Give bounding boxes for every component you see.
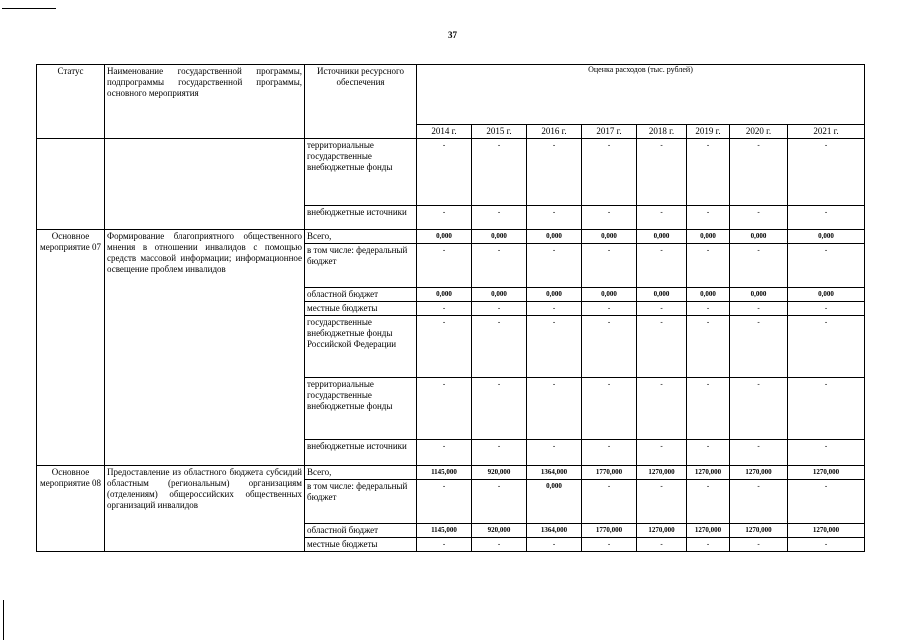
value-cell: 1364,000 [527,466,582,480]
value-cell: 1770,000 [582,466,637,480]
value-cell: - [417,139,472,206]
value-cell: - [730,378,788,440]
value-cell: - [472,480,527,524]
source-cell: местные бюджеты [305,302,417,316]
value-cell: - [730,440,788,466]
value-cell: 1270,000 [788,466,865,480]
value-cell: - [687,302,730,316]
value-cell: - [788,244,865,288]
source-cell: территориальные государственные внебюджетные фонды [305,378,417,440]
value-cell: 0,000 [472,230,527,244]
value-cell: - [582,440,637,466]
value-cell: - [472,538,527,552]
value-cell: - [472,316,527,378]
value-cell: 920,000 [472,466,527,480]
value-cell: - [417,378,472,440]
value-cell: - [582,316,637,378]
value-cell: - [417,480,472,524]
value-cell: - [527,440,582,466]
value-cell: - [730,139,788,206]
value-cell: - [687,316,730,378]
value-cell: - [472,244,527,288]
value-cell: - [582,244,637,288]
value-cell: 1270,000 [730,466,788,480]
header-rule [2,8,56,9]
value-cell: - [637,139,687,206]
value-cell: - [527,302,582,316]
status-cell [37,139,105,230]
value-cell: 0,000 [527,480,582,524]
value-cell: - [788,480,865,524]
value-cell: - [687,244,730,288]
source-cell: Всего, [305,466,417,480]
value-cell: 0,000 [527,230,582,244]
value-cell: - [527,316,582,378]
value-cell: 0,000 [687,288,730,302]
status-cell: Основное мероприятие 07 [37,230,105,466]
name-cell: Формирование благоприятного общественного мнения в отношении инвалидов с помощью средств массовой информации; информационное освещение проблем инвалидов [105,230,305,466]
margin-rule [3,600,4,640]
value-cell: 0,000 [788,288,865,302]
value-cell: - [788,206,865,230]
value-cell: - [730,538,788,552]
value-cell: 0,000 [417,230,472,244]
value-cell: 1145,000 [417,524,472,538]
value-cell: - [637,480,687,524]
value-cell: - [687,378,730,440]
year-header: 2015 г. [472,125,527,139]
source-cell: местные бюджеты [305,538,417,552]
value-cell: 0,000 [527,288,582,302]
source-cell: внебюджетные источники [305,206,417,230]
value-cell: - [687,206,730,230]
table-row [37,466,865,480]
value-cell: - [687,538,730,552]
value-cell: 0,000 [582,230,637,244]
value-cell: - [788,440,865,466]
value-cell: 0,000 [687,230,730,244]
value-cell: - [472,378,527,440]
value-cell: - [527,206,582,230]
source-cell: областной бюджет [305,524,417,538]
year-header: 2019 г. [687,125,730,139]
value-cell: 0,000 [788,230,865,244]
value-cell: 0,000 [637,288,687,302]
value-cell: 1270,000 [687,466,730,480]
value-cell: 1270,000 [687,524,730,538]
estimate-header: Оценка расходов (тыс. рублей) [417,65,865,125]
value-cell: - [417,538,472,552]
value-cell: 0,000 [730,288,788,302]
value-cell: - [472,440,527,466]
value-cell: - [582,480,637,524]
value-cell: - [527,244,582,288]
value-cell: - [417,244,472,288]
source-cell: областной бюджет [305,288,417,302]
source-cell: внебюджетные источники [305,440,417,466]
value-cell: - [788,378,865,440]
header-row [37,65,865,125]
value-cell: - [637,538,687,552]
value-cell: 1364,000 [527,524,582,538]
source-cell: в том числе: федеральный бюджет [305,480,417,524]
year-header: 2016 г. [527,125,582,139]
value-cell: 1770,000 [582,524,637,538]
year-header: 2017 г. [582,125,637,139]
value-cell: - [788,538,865,552]
value-cell: - [527,139,582,206]
page-number: 37 [448,30,457,40]
value-cell: 1145,000 [417,466,472,480]
table-row [37,230,865,244]
value-cell: - [788,302,865,316]
value-cell: - [637,244,687,288]
value-cell: - [472,302,527,316]
table-row [37,139,865,206]
source-cell: государственные внебюджетные фонды Российской Федерации [305,316,417,378]
year-header: 2020 г. [730,125,788,139]
value-cell: - [637,316,687,378]
value-cell: - [582,378,637,440]
value-cell: - [582,139,637,206]
value-cell: 0,000 [637,230,687,244]
year-header: 2014 г. [417,125,472,139]
name-cell: Предоставление из областного бюджета субсидий областным (региональным) организациям (отделениям) общероссийских общественных организаций инвалидов [105,466,305,552]
value-cell: - [472,139,527,206]
value-cell: - [730,302,788,316]
name-cell [105,139,305,230]
value-cell: 1270,000 [788,524,865,538]
value-cell: 0,000 [417,288,472,302]
value-cell: - [637,440,687,466]
value-cell: - [527,378,582,440]
expenditure-table [36,64,865,552]
value-cell: 920,000 [472,524,527,538]
value-cell: - [582,206,637,230]
value-cell: 1270,000 [637,466,687,480]
value-cell: - [417,316,472,378]
value-cell: 1270,000 [730,524,788,538]
value-cell: - [730,206,788,230]
value-cell: - [527,538,582,552]
value-cell: - [730,244,788,288]
status-cell: Основное мероприятие 08 [37,466,105,552]
value-cell: 0,000 [582,288,637,302]
value-cell: - [687,440,730,466]
value-cell: - [472,206,527,230]
value-cell: - [730,480,788,524]
value-cell: - [687,480,730,524]
value-cell: - [788,139,865,206]
value-cell: 0,000 [472,288,527,302]
value-cell: - [637,302,687,316]
year-header: 2021 г. [788,125,865,139]
status-header: Статус [37,65,105,139]
year-header: 2018 г. [637,125,687,139]
source-cell: территориальные государственные внебюджетные фонды [305,139,417,206]
source-cell: в том числе: федеральный бюджет [305,244,417,288]
value-cell: 0,000 [730,230,788,244]
source-cell: Всего, [305,230,417,244]
value-cell: - [637,378,687,440]
value-cell: - [687,139,730,206]
value-cell: - [582,302,637,316]
value-cell: - [582,538,637,552]
value-cell: - [417,440,472,466]
sources-header: Источники ресурсного обеспечения [305,65,417,139]
value-cell: 1270,000 [637,524,687,538]
value-cell: - [417,206,472,230]
value-cell: - [730,316,788,378]
value-cell: - [417,302,472,316]
value-cell: - [788,316,865,378]
value-cell: - [637,206,687,230]
name-header: Наименование государственной программы, подпрограммы государственной программы, основного мероприятия [105,65,305,139]
